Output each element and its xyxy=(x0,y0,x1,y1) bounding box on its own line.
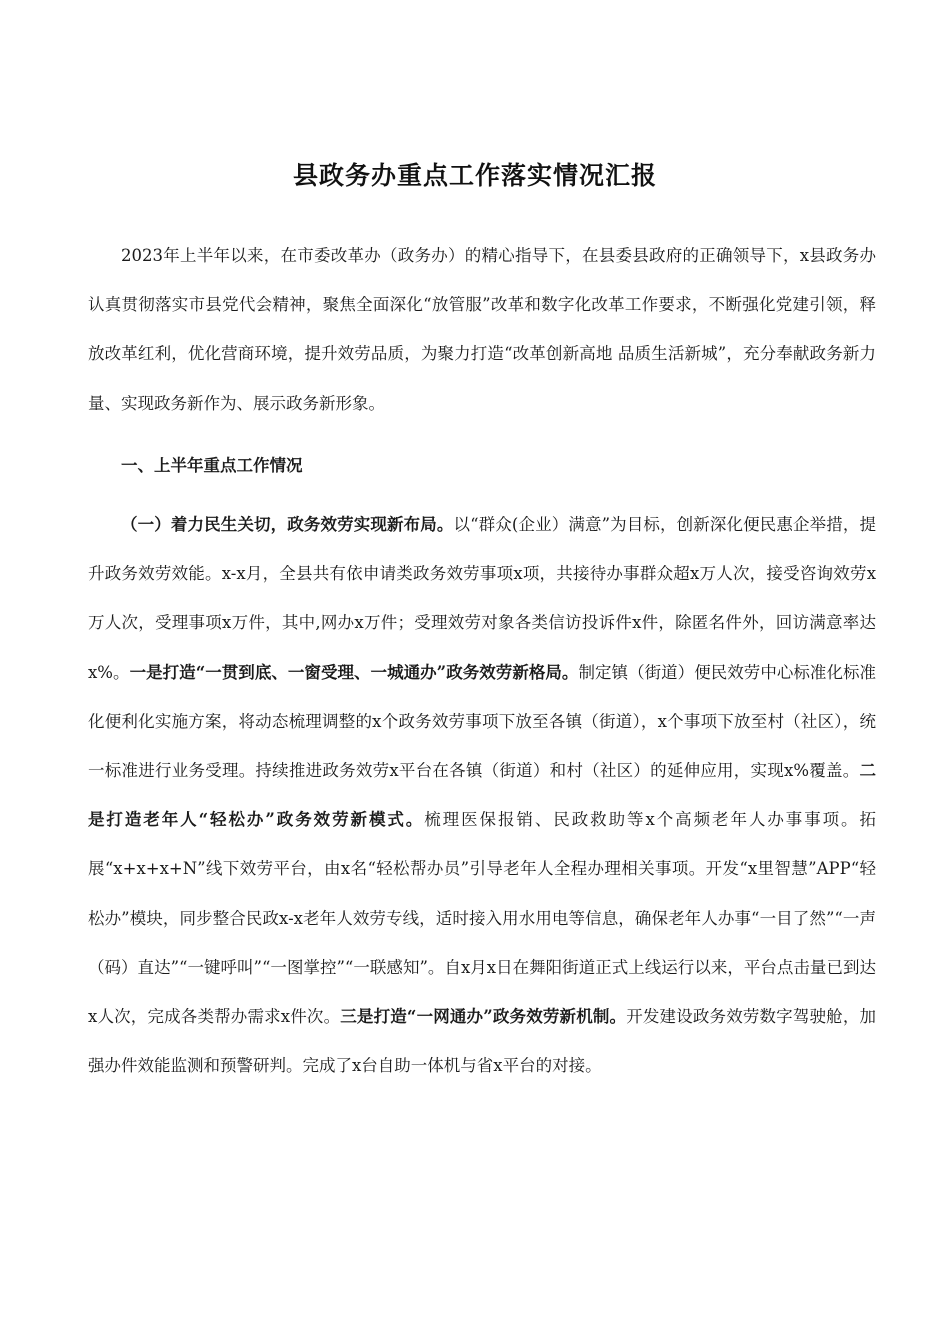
paragraph-2-text-1: 以“群众(企业）满意”为目标，创新深化便民惠企举措，提升政务效劳效能。x-x月，全县共有依申请类政务效劳事项x项，共接待办事群众超x万人次，接受咨询效劳x万人次，受理事项x万件，其中,网办x万件；受理效劳对象各类信访投诉件x件，除匿名件外，回访满意率达x%。 xyxy=(88,515,877,682)
paragraph-2-text-4: 开发建设政务效劳数字驾驶舱，加强办件效能监测和预警研判。完成了x台自助一体机与省x平台的对接。 xyxy=(88,1007,877,1076)
section-heading-1: 一、上半年重点工作情况 xyxy=(121,456,303,475)
paragraph-2-text-3: 梳理医保报销、民政救助等x个高频老年人办事事项。拓展“x+x+x+N”线下效劳平台，由x名“轻松帮办员”引导老年人全程办理相关事项。开发“x里智慧”APP“轻松办”模块，同步整合民政x-x老年人效劳专线，适时接入用水用电等信息，确保老年人办事“一目了然”“一声（码）直达”“一键呼叫”“一图掌控”“一联感知”。自x月x日在舞阳街道正式上线运行以来，平台点击量已到达x人次，完成各类帮办需求x件次。 xyxy=(88,810,876,1027)
intro-paragraph: 2023年上半年以来，在市委改革办（政务办）的精心指导下，在县委县政府的正确领导下，x县政务办认真贯彻落实市县党代会精神，聚焦全面深化“放管服”改革和数字化改革工作要求，不断强化党建引领，释放改革红利，优化营商环境，提升效劳品质，为聚力打造“改革创新高地 品质生活新城”，充分奉献政务新力量、实现政务新作为、展示政务新形象。 xyxy=(88,246,876,413)
paragraph-2-lead: （一）着力民生关切，政务效劳实现新布局。 xyxy=(121,515,454,534)
document-title: 县政务办重点工作落实情况汇报 xyxy=(292,161,657,190)
paragraph-2-text-2: 制定镇（街道）便民效劳中心标准化标准化便利化实施方案，将动态梳理调整的x个政务效劳事项下放至各镇（街道），x个事项下放至村（社区），统一标准进行业务受理。持续推进政务效劳x平台在各镇（街道）和村（社区）的延伸应用，实现x%覆盖。 xyxy=(88,662,877,781)
paragraph-2 xyxy=(88,500,876,1090)
paragraph-2-bold-1: 一是打造“一贯到底、一窗受理、一城通办”政务效劳新格局。 xyxy=(129,662,579,682)
paragraph-2-bold-3: 三是打造“一网通办”政务效劳新机制。 xyxy=(340,1007,627,1027)
paragraph-2-bold-2: 二是打造老年人“轻松办”政务效劳新模式。 xyxy=(88,761,876,830)
